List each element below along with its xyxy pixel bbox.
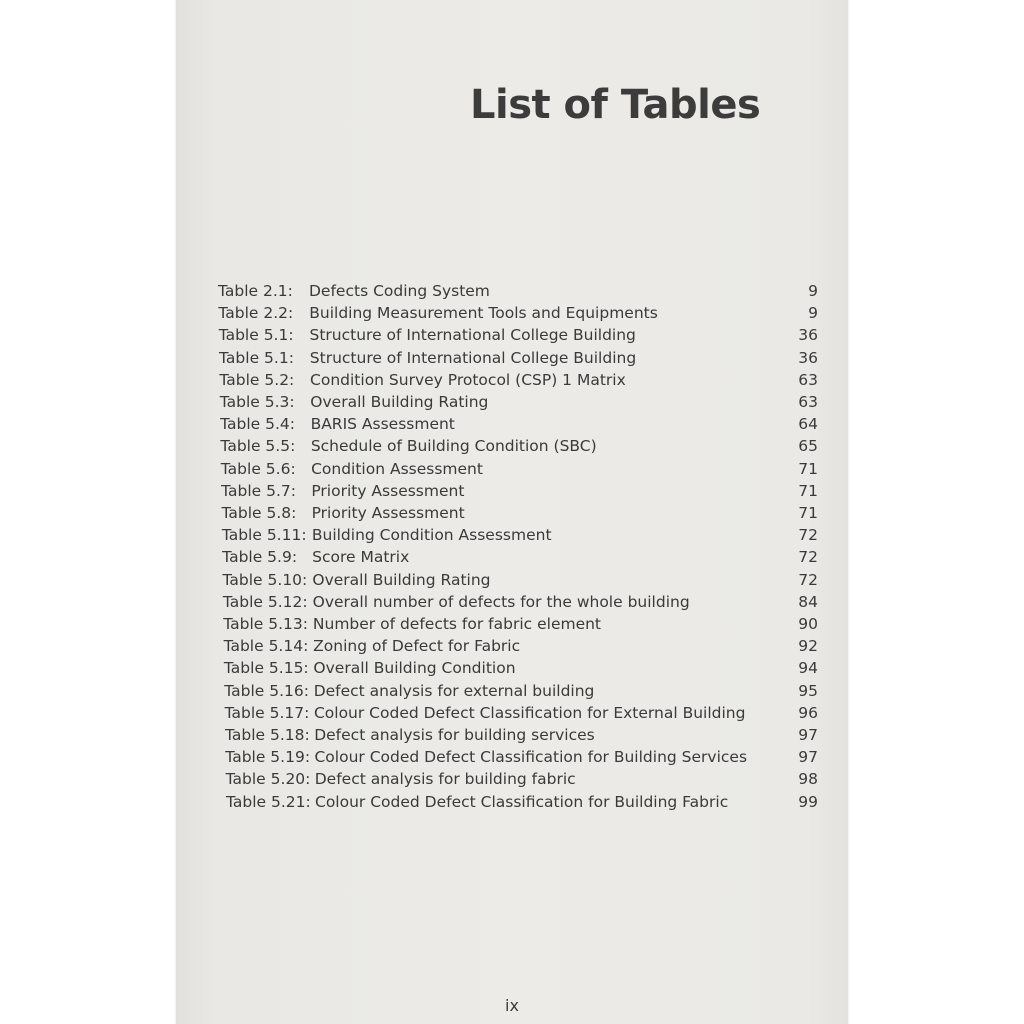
table-title: Colour Coded Defect Classification for External Building: [313, 703, 746, 722]
table-list-item: [0, 770, 818, 792]
page-number: 90: [798, 615, 818, 633]
table-number: Table 5.5:: [220, 437, 296, 456]
page-number: 97: [798, 726, 818, 744]
page-number: 63: [798, 393, 818, 411]
table-number: Table 2.2:: [218, 304, 294, 323]
page-number: 96: [798, 703, 818, 722]
table-list-item: [0, 482, 818, 504]
table-list-item: [0, 682, 818, 704]
page-number: 97: [798, 748, 818, 767]
table-title: Score Matrix: [312, 548, 410, 567]
table-list-item: [0, 282, 818, 304]
table-title: Priority Assessment: [311, 504, 465, 522]
table-list-item: [0, 504, 818, 526]
table-title: Overall number of defects for the whole building: [312, 592, 690, 611]
page-title: List of Tables: [470, 82, 761, 128]
page-number: 99: [798, 792, 818, 811]
table-number: Table 5.1:: [219, 348, 294, 367]
table-number: Table 5.6:: [220, 459, 296, 478]
table-list-item: [0, 326, 818, 348]
page-number: 92: [798, 637, 818, 656]
table-number: Table 5.12:: [222, 592, 308, 611]
table-title: Colour Coded Defect Classification for Building Services: [314, 748, 748, 767]
table-list-item: [0, 726, 818, 748]
page-number: 9: [808, 304, 818, 323]
page-number: 36: [798, 326, 818, 345]
table-title: Priority Assessment: [311, 481, 465, 500]
table-title: Defect analysis for building fabric: [314, 770, 576, 789]
page-folio: ix: [505, 996, 519, 1015]
table-number: Table 5.19:: [225, 748, 311, 767]
table-number: Table 5.15:: [223, 659, 309, 678]
page-number: 72: [798, 570, 818, 589]
page-number: 71: [798, 481, 818, 500]
table-title: Overall Building Condition: [313, 659, 516, 678]
table-list-item: [0, 393, 818, 415]
table-number: Table 5.8:: [221, 504, 297, 522]
table-number: Table 5.7:: [221, 481, 297, 500]
page-number: 63: [798, 370, 818, 389]
table-title: Zoning of Defect for Fabric: [313, 637, 521, 656]
table-list-item: [0, 615, 818, 637]
table-number: Table 5.16:: [224, 681, 309, 700]
table-title: Structure of International College Building: [309, 348, 637, 367]
table-list-item: [0, 793, 818, 815]
table-title: Defect analysis for external building: [313, 681, 595, 700]
table-number: Table 5.17:: [224, 703, 310, 722]
table-list-item: [0, 415, 818, 437]
page-number: 65: [798, 437, 818, 456]
table-title: Colour Coded Defect Classification for Building Fabric: [315, 792, 729, 811]
table-title: Overall Building Rating: [312, 570, 491, 589]
table-title: Structure of International College Building: [309, 326, 636, 345]
table-number: Table 2.1:: [218, 282, 293, 300]
table-list-item: [0, 637, 818, 659]
page-number: 72: [798, 526, 818, 545]
table-number: Table 5.4:: [220, 415, 295, 434]
table-list-item: [0, 548, 818, 570]
page-number: 72: [798, 548, 818, 567]
page-number: 36: [798, 348, 818, 367]
page-number: 94: [798, 659, 818, 678]
table-title: Condition Assessment: [311, 459, 483, 478]
table-list-item: [0, 659, 818, 681]
table-number: Table 5.1:: [218, 326, 294, 345]
table-list-item: [0, 704, 818, 726]
table-list-item: [0, 371, 818, 393]
table-list-item: [0, 304, 818, 326]
page-number: 71: [798, 504, 818, 522]
table-number: Table 5.18:: [224, 726, 310, 744]
table-number: Table 5.21:: [226, 792, 311, 811]
page-number: 71: [798, 459, 818, 478]
table-list-item: [0, 526, 818, 548]
table-number: Table 5.14:: [223, 637, 309, 656]
page-number: 84: [798, 592, 818, 611]
table-title: Number of defects for fabric element: [312, 615, 602, 633]
table-title: Building Condition Assessment: [311, 526, 552, 545]
table-number: Table 5.2:: [219, 370, 295, 389]
table-number: Table 5.9:: [222, 548, 298, 567]
table-title: Defects Coding System: [309, 282, 490, 300]
table-title: Defect analysis for building services: [314, 726, 595, 744]
table-list-item: [0, 571, 818, 593]
table-title: Schedule of Building Condition (SBC): [310, 437, 597, 456]
table-title: BARIS Assessment: [310, 415, 455, 434]
table-list-item: [0, 349, 818, 371]
page-number: 64: [798, 415, 818, 434]
table-title: Building Measurement Tools and Equipments: [309, 304, 658, 323]
table-number: Table 5.20:: [225, 770, 311, 789]
table-list-item: [0, 437, 818, 459]
table-list-item: [0, 748, 818, 770]
table-number: Table 5.13:: [223, 615, 308, 633]
page-number: 98: [798, 770, 818, 789]
table-title: Overall Building Rating: [310, 393, 489, 411]
table-title: Condition Survey Protocol (CSP) 1 Matrix: [310, 370, 626, 389]
table-number: Table 5.10:: [222, 570, 308, 589]
table-number: Table 5.11:: [221, 526, 307, 545]
table-list-item: [0, 593, 818, 615]
table-number: Table 5.3:: [219, 393, 295, 411]
table-list-item: [0, 460, 818, 482]
page-number: 9: [808, 282, 818, 300]
page-number: 95: [798, 681, 818, 700]
